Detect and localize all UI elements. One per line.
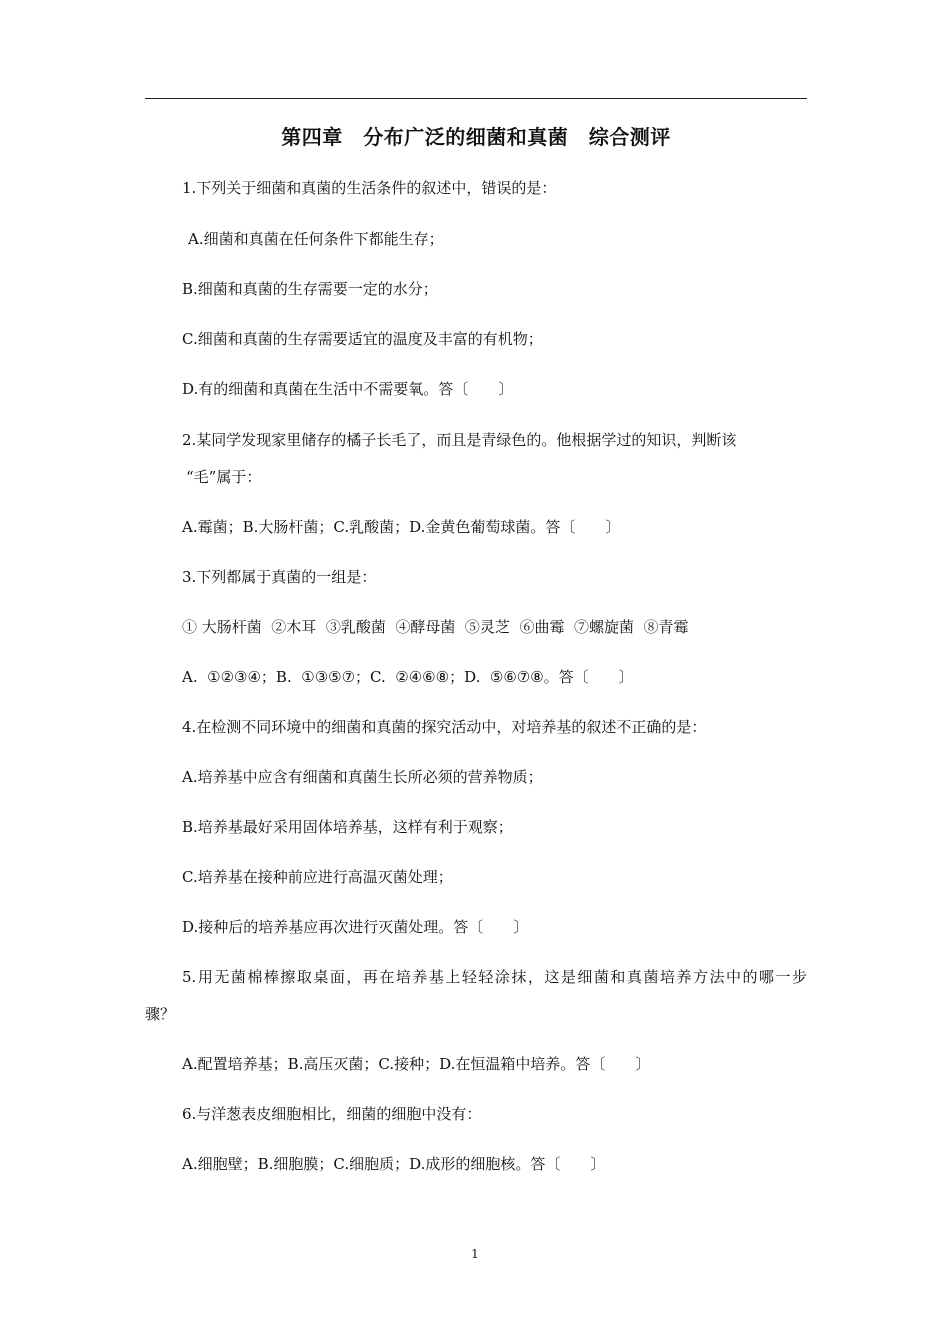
page-number: 1: [471, 1247, 479, 1261]
question-5-options: A.配置培养基；B.高压灭菌；C.接种；D.在恒温箱中培养。答〔 〕: [182, 1055, 651, 1073]
question-6-options: A.细胞壁；B.细胞膜；C.细胞质；D.成形的细胞核。答〔 〕: [182, 1155, 606, 1173]
question-2-stem-line-2: “毛”属于：: [186, 468, 262, 486]
page-title: 第四章 分布广泛的细菌和真菌 综合测评: [281, 125, 671, 149]
question-4-option-c: C.培养基在接种前应进行高温灭菌处理；: [182, 868, 453, 886]
question-2-options: A.霉菌；B.大肠杆菌；C.乳酸菌；D.金黄色葡萄球菌。答〔 〕: [182, 518, 621, 536]
header-rule: [145, 98, 807, 99]
question-3-options: A. ①②③④；B. ①③⑤⑦；C. ②④⑥⑧；D. ⑤⑥⑦⑧。答〔 〕: [182, 668, 634, 686]
question-1-option-b: B.细菌和真菌的生存需要一定的水分；: [182, 280, 438, 298]
question-1-option-a: A.细菌和真菌在任何条件下都能生存；: [188, 230, 444, 248]
question-5-stem-line-1: 5.用无菌棉棒擦取桌面，再在培养基上轻轻涂抹，这是细菌和真菌培养方法中的哪一步: [182, 968, 807, 986]
question-1-option-c: C.细菌和真菌的生存需要适宜的温度及丰富的有机物；: [182, 330, 543, 348]
question-4-option-d: D.接种后的培养基应再次进行灭菌处理。答〔 〕: [182, 918, 529, 936]
question-4-option-a: A.培养基中应含有细菌和真菌生长所必须的营养物质；: [182, 768, 543, 786]
question-3-stem: 3.下列都属于真菌的一组是：: [182, 568, 377, 586]
question-1-option-d: D.有的细菌和真菌在生活中不需要氧。答〔 〕: [182, 380, 514, 398]
question-5-stem-line-2: 骤？: [145, 1005, 176, 1023]
question-6-stem: 6.与洋葱表皮细胞相比，细菌的细胞中没有：: [182, 1105, 482, 1123]
question-1-stem: 1.下列关于细菌和真菌的生活条件的叙述中，错误的是：: [182, 179, 557, 197]
question-4-option-b: B.培养基最好采用固体培养基，这样有利于观察；: [182, 818, 513, 836]
question-2-stem-line-1: 2.某同学发现家里储存的橘子长毛了，而且是青绿色的。他根据学过的知识，判断该: [182, 431, 737, 449]
question-4-stem: 4.在检测不同环境中的细菌和真菌的探究活动中，对培养基的叙述不正确的是：: [182, 718, 707, 736]
question-3-items: ① 大肠杆菌 ②木耳 ③乳酸菌 ④酵母菌 ⑤灵芝 ⑥曲霉 ⑦螺旋菌 ⑧青霉: [182, 618, 689, 636]
